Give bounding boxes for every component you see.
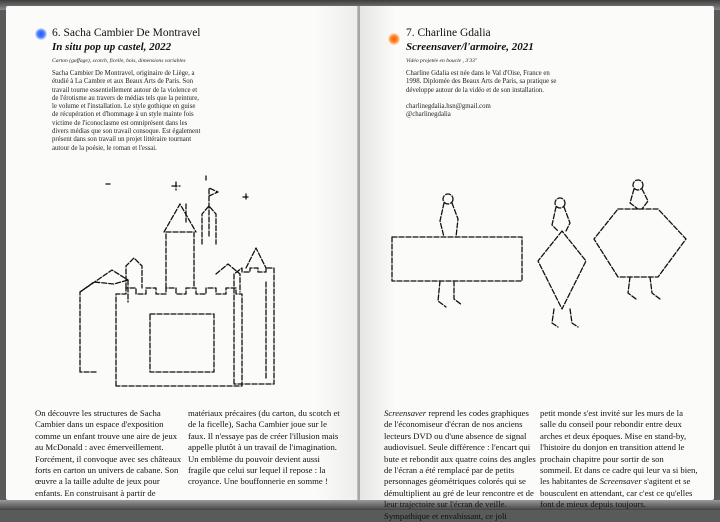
bio-left [52,70,202,153]
essay-right-col1-text: reprend les codes graphiques de l'économiseur d'écran de nos anciens lecteurs DVD ou d'une absence de signal audiovisuel. Seule différence : l'encart qui bute et rebondit aux quatre coins des angles de l'écran a été remplacé par de petits personnages géométriques colorés qui se démultiplient au gré de leur rencontre et de leur trajectoire sur l'écran de veille. Sympathique et envahissant, ce joli [384,408,536,521]
work-title-right: Screensaver/l'armoire, 2021 [406,41,534,53]
essay-left-col1-text: On découvre les structures de Sacha Cambier dans un espace d'exposition comme un enfant trouve une aire de jeux au McDonald : avec émerveillement. Forcément, il convoque avec ses châteaux forts en carton un univers de cabane. Son œuvre a la taille adulte de jeux pour enfants. En construisant à partir de [35,408,182,498]
essay-right-col2-text-b: s'agitent et se bousculent en attendant, car c'est ce qu'elles font de mieux depuis toujours. [540,476,693,510]
materials-right: Vidéo projetée en boucle , 3'33" [406,58,478,64]
work-title-left: In situ pop up castel, 2022 [52,41,172,53]
right-page [360,6,714,521]
bio-left-text: Sacha Cambier De Montravel, originaire de Liège, a étudié à La Cambre et aux Beaux Arts de Paris. Son travail tourne essentiellement autour de la violence et de l'érotisme au travers de médias tels que la peinture, le volume et l'installation. Le style gothique en guise de récupération et d'hommage à un style mainte fois victime de l'iconoclasme est omniprésent dans les divers médias que son travail consoque. Est également présent dans son travail un projet littéraire tournant autour de la poésie, le roman et l'essai. [52,70,201,152]
castle-drawing [66,174,316,399]
bio-right-text: Charline Gdalia est née dans le Val d'Oise, France en 1998. Diplomée des Beaux Arts de Paris, sa pratique se développe autour de la vidéo et de son installation. [406,70,557,94]
essay-right-col2-em: Screensaver [599,476,642,487]
email-text: charlinegdalia.hsn@gmail.com [406,102,491,110]
essay-left-col2 [188,408,342,488]
orange-dot-icon [388,33,400,45]
artist-heading-right: 7. Charline Gdalia [406,27,491,39]
essay-right-col2-text-a: petit monde s'est invité sur les murs de la salle du conseil pour rebondir entre deux arches et deux époques. Mise en stand-by, l'histoire du donjon en transition attend le prochain chapitre pour sortir de son sommeil. Et dans ce cadre qui leur va si bien, les habitantes de [540,408,698,487]
handle-text: @charlinegdalia [406,111,451,119]
essay-right-col1-para [384,408,538,522]
materials-left: Carton (gaffage), scotch, ficelle, bois, dimensions variables [52,58,186,64]
essay-left-col2-text: matériaux précaires (du carton, du scotch et de la ficelle), Sacha Cambier joue sur le faux. Il n'essaye pas de créer l'illusion mais appelle plutôt à un travail de l'imagination. Un emblème du pouvoir devient aussi fragile que celui sur lequel il repose : la croyance. Une bouffonnerie en somme ! [188,408,340,487]
essay-right-col2-para [540,408,698,511]
essay-left-col1 [35,408,187,499]
artist-heading-left: 6. Sacha Cambier De Montravel [52,27,201,39]
blue-dot-icon [35,28,47,40]
bio-right [406,70,558,119]
left-page [6,6,358,500]
essay-right-col1-em: Screensaver [384,408,427,418]
screensaver-drawing [380,181,710,336]
essay-right-col2 [540,408,698,511]
essay-right-col1 [384,408,538,522]
